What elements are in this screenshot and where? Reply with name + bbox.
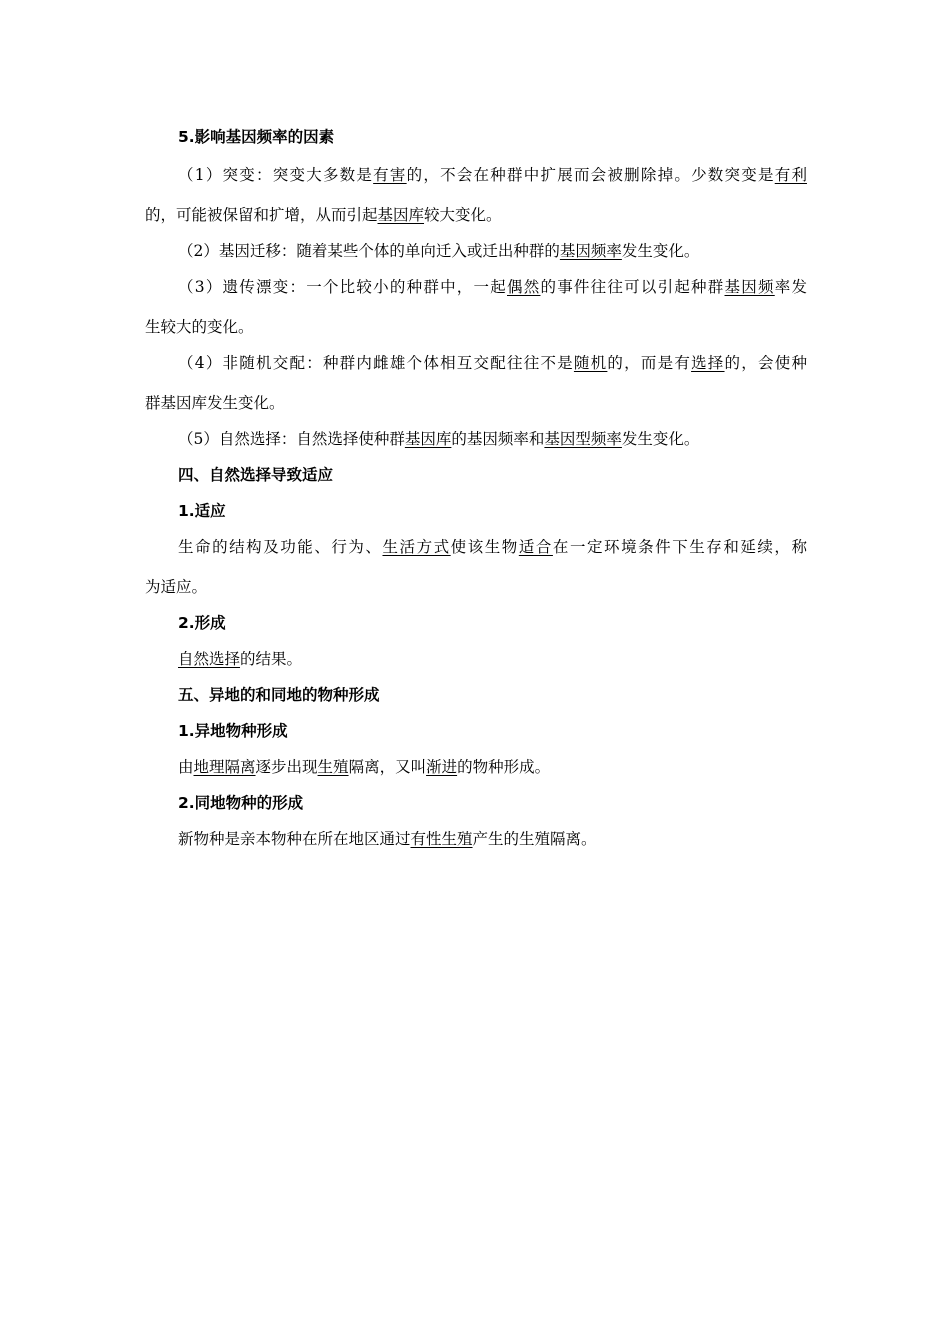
- paragraph-nonrandom-mating-line1: （4）非随机交配：种群内雌雄个体相互交配往往不是随机的，而是有选择的，会使种: [178, 354, 807, 372]
- heading-section-five: 五、异地的和同地的物种形成: [178, 686, 380, 704]
- paragraph-gene-migration: （2）基因迁移：随着某些个体的单向迁入或迁出种群的基因频率发生变化。: [178, 242, 700, 260]
- paragraph-sympatric: 新物种是亲本物种在所在地区通过有性生殖产生的生殖隔离。: [178, 830, 597, 848]
- blank-selective: 选择: [691, 354, 725, 372]
- paragraph-nonrandom-mating-line2: 群基因库发生变化。: [145, 394, 285, 412]
- subheading-allopatric: 1.异地物种形成: [178, 722, 288, 740]
- paragraph-genetic-drift-line1: （3）遗传漂变：一个比较小的种群中，一起偶然的事件往往可以引起种群基因频率发: [178, 278, 807, 296]
- blank-chance: 偶然: [507, 278, 541, 296]
- blank-reproductive: 生殖: [317, 758, 349, 776]
- paragraph-adaptation-line1: 生命的结构及功能、行为、生活方式使该生物适合在一定环境条件下生存和延续，称: [178, 538, 807, 556]
- paragraph-formation: 自然选择的结果。: [178, 650, 303, 668]
- paragraph-allopatric: 由地理隔离逐步出现生殖隔离，又叫渐进的物种形成。: [178, 758, 551, 776]
- blank-harmful: 有害: [373, 166, 407, 184]
- blank-genotype-frequency: 基因型频率: [544, 430, 622, 448]
- blank-gene-frequency: 基因频率: [559, 242, 622, 260]
- paragraph-mutation-line1: （1）突变：突变大多数是有害的，不会在种群中扩展而会被删除掉。少数突变是有利: [178, 166, 807, 184]
- blank-sexual-reproduction: 有性生殖: [410, 830, 473, 848]
- blank-random: 随机: [573, 354, 608, 372]
- blank-suitable: 适合: [518, 538, 553, 556]
- blank-gene-pool-2: 基因库: [404, 430, 452, 448]
- blank-gradual: 渐进: [426, 758, 458, 776]
- paragraph-adaptation-line2: 为适应。: [145, 578, 208, 596]
- blank-beneficial: 有利: [774, 166, 807, 184]
- blank-geographic-isolation: 地理隔离: [193, 758, 256, 776]
- document-content: [145, 124, 807, 850]
- subheading-formation: 2.形成: [178, 614, 226, 632]
- blank-lifestyle: 生活方式: [382, 538, 451, 556]
- paragraph-mutation-line2: 的，可能被保留和扩增，从而引起基因库较大变化。: [145, 206, 502, 224]
- subheading-adaptation: 1.适应: [178, 502, 226, 520]
- paragraph-genetic-drift-line2: 生较大的变化。: [145, 318, 254, 336]
- subheading-sympatric: 2.同地物种的形成: [178, 794, 304, 812]
- blank-natural-selection: 自然选择: [178, 650, 241, 668]
- heading-factors: 5.影响基因频率的因素: [178, 128, 335, 146]
- blank-gene-pool: 基因库: [377, 206, 425, 224]
- blank-gene-freq-drift: 基因频: [724, 278, 775, 296]
- heading-section-four: 四、自然选择导致适应: [178, 466, 334, 484]
- paragraph-natural-selection: （5）自然选择：自然选择使种群基因库的基因频率和基因型频率发生变化。: [178, 430, 700, 448]
